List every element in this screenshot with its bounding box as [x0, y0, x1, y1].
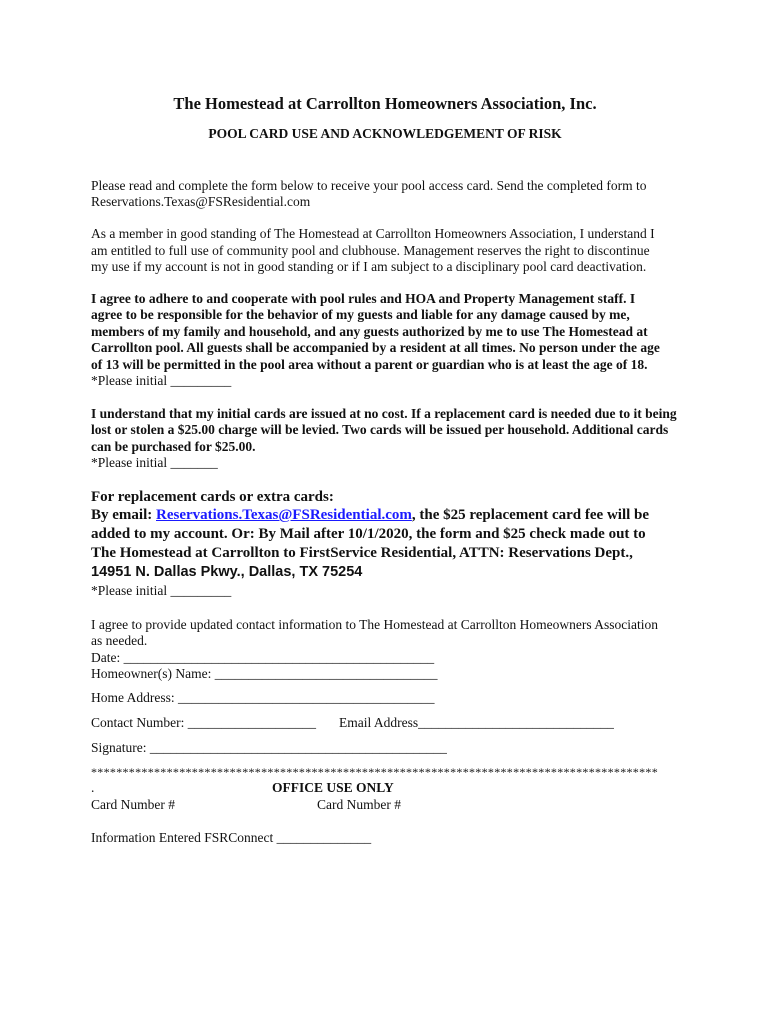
home-address-field[interactable]: Home Address: ______________________________________: [91, 690, 435, 705]
contact-number-field[interactable]: Contact Number: ___________________: [91, 715, 316, 730]
card-number-1: Card Number #: [91, 797, 175, 812]
rules-line: I agree to adhere to and cooperate with pool rules and HOA and Property Management staff. I: [91, 291, 636, 306]
replacement-email-line: [91, 506, 649, 525]
date-field[interactable]: Date: ______________________________________________: [91, 650, 435, 665]
cards-initial-field[interactable]: *Please initial _______: [91, 455, 218, 470]
rules-line: Carrollton pool. All guests shall be accompanied by a resident at all times. No person under the age: [91, 340, 660, 355]
cards-line: I understand that my initial cards are issued at no cost. If a replacement card is needed due to it being: [91, 406, 677, 421]
email-address-field[interactable]: Email Address_____________________________: [339, 715, 614, 730]
replacement-line: The Homestead at Carrollton to FirstService Residential, ATTN: Reservations Dept.,: [91, 545, 633, 561]
intro-line: Please read and complete the form below to receive your pool access card. Send the completed form to: [91, 178, 647, 193]
replacement-line: added to my account. Or: By Mail after 10/1/2020, the form and $25 check made out to: [91, 526, 646, 542]
mailing-address: 14951 N. Dallas Pkwy., Dallas, TX 75254: [91, 564, 363, 580]
card-number-2: Card Number #: [317, 797, 401, 812]
contact-line: as needed.: [91, 633, 148, 648]
info-entered-field: Information Entered FSRConnect ______________: [91, 830, 372, 845]
member-line: am entitled to full use of community pool and clubhouse. Management reserves the right to discontinue: [91, 243, 650, 258]
email-link[interactable]: Reservations.Texas@FSResidential.com: [156, 507, 412, 523]
homeowner-name-field[interactable]: Homeowner(s) Name: _________________________________: [91, 666, 438, 681]
cards-line: lost or stolen a $25.00 charge will be levied. Two cards will be issued per household. Additional cards: [91, 422, 669, 437]
rules-line: members of my family and household, and any guests authorized by me to use The Homestead at: [91, 324, 648, 339]
email-prefix: By email:: [91, 507, 156, 523]
contact-line: I agree to provide updated contact information to The Homestead at Carrollton Homeowners Association: [91, 617, 658, 632]
rules-line: of 13 will be permitted in the pool area without a parent or guardian who is at least the age of 18.: [91, 357, 648, 372]
signature-field[interactable]: Signature: ____________________________________________: [91, 740, 447, 755]
page-subtitle: POOL CARD USE AND ACKNOWLEDGEMENT OF RISK: [208, 126, 562, 141]
divider-stars: ******************************************************************************************: [91, 765, 658, 779]
divider-dot: .: [91, 780, 95, 795]
member-line: As a member in good standing of The Homestead at Carrollton Homeowners Association, I understand I: [91, 226, 655, 241]
replacement-initial-field[interactable]: *Please initial _________: [91, 583, 232, 598]
page-title: The Homestead at Carrollton Homeowners Association, Inc.: [173, 94, 597, 113]
email-suffix: , the $25 replacement card fee will be: [411, 507, 650, 523]
rules-initial-field[interactable]: *Please initial _________: [91, 373, 232, 388]
intro-email: Reservations.Texas@FSResidential.com: [91, 194, 311, 209]
replacement-heading: For replacement cards or extra cards:: [91, 489, 334, 505]
member-line: my use if my account is not in good standing or if I am subject to a disciplinary pool card deactivation.: [91, 259, 647, 274]
rules-line: agree to be responsible for the behavior of my guests and liable for any damage caused by me,: [91, 307, 630, 322]
office-use-heading: OFFICE USE ONLY: [272, 780, 394, 795]
cards-line: can be purchased for $25.00.: [91, 439, 256, 454]
